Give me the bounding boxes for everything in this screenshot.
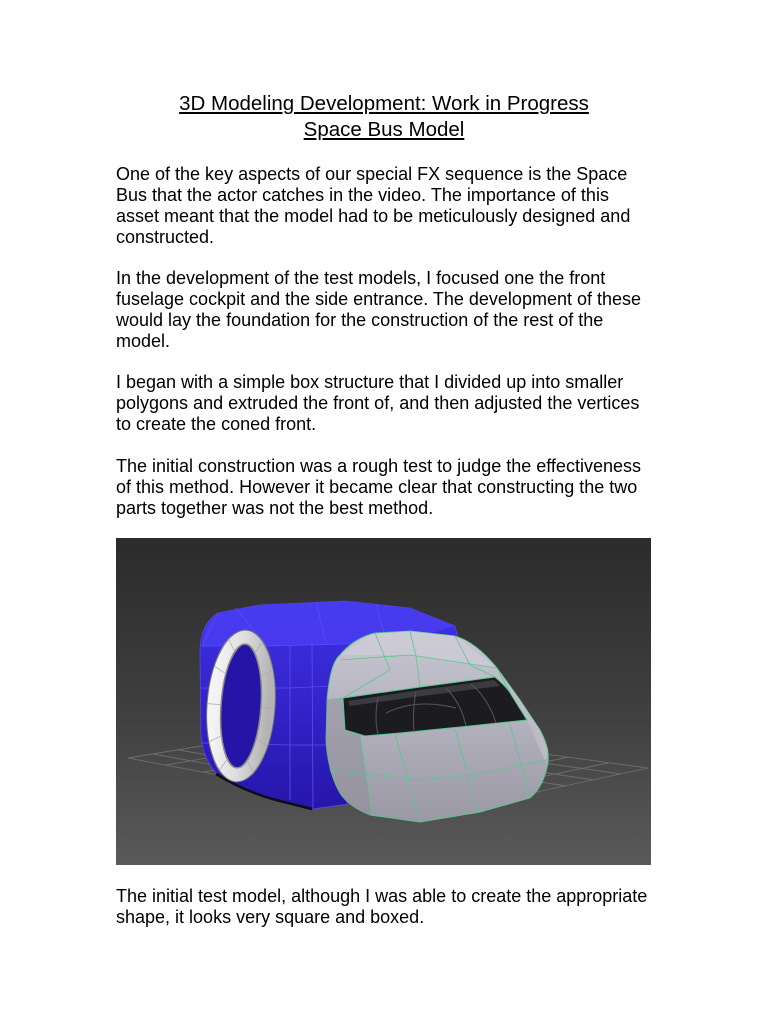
- paragraph-line: One of the key aspects of our special FX sequence is the Space: [116, 164, 628, 184]
- paragraph-line: asset meant that the model had to be meticulously designed and: [116, 206, 631, 226]
- paragraph-line: Bus that the actor catches in the video. The importance of this: [116, 185, 609, 205]
- paragraph-line: I began with a simple box structure that I divided up into smaller: [116, 372, 624, 392]
- paragraph-development: [116, 268, 641, 352]
- paragraph-line: model.: [116, 331, 171, 351]
- paragraph-line: fuselage cockpit and the side entrance. The development of these: [116, 289, 642, 309]
- paragraph-line: of this method. However it became clear that constructing the two: [116, 477, 638, 497]
- paragraph-line: would lay the foundation for the construction of the rest of the: [116, 310, 604, 330]
- document-subtitle: Space Bus Model: [303, 118, 465, 141]
- caption-line: The initial test model, although I was able to create the appropriate: [116, 886, 648, 906]
- space-bus-render: [116, 538, 651, 865]
- paragraph-line: The initial construction was a rough test to judge the effectiveness: [116, 456, 641, 476]
- paragraph-line: constructed.: [116, 227, 215, 247]
- document-title-block: [0, 91, 768, 143]
- paragraph-initial-construction: [116, 456, 641, 519]
- paragraph-line: to create the coned front.: [116, 414, 317, 434]
- paragraph-line: In the development of the test models, I focused one the front: [116, 268, 606, 288]
- paragraph-intro: [116, 164, 630, 248]
- caption-line: shape, it looks very square and boxed.: [116, 907, 425, 927]
- paragraph-line: parts together was not the best method.: [116, 498, 434, 518]
- paragraph-line: polygons and extruded the front of, and then adjusted the vertices: [116, 393, 640, 413]
- model-render-figure: [116, 538, 651, 865]
- paragraph-box-structure: [116, 372, 639, 435]
- figure-caption: [116, 886, 647, 928]
- document-title: 3D Modeling Development: Work in Progress: [179, 92, 589, 115]
